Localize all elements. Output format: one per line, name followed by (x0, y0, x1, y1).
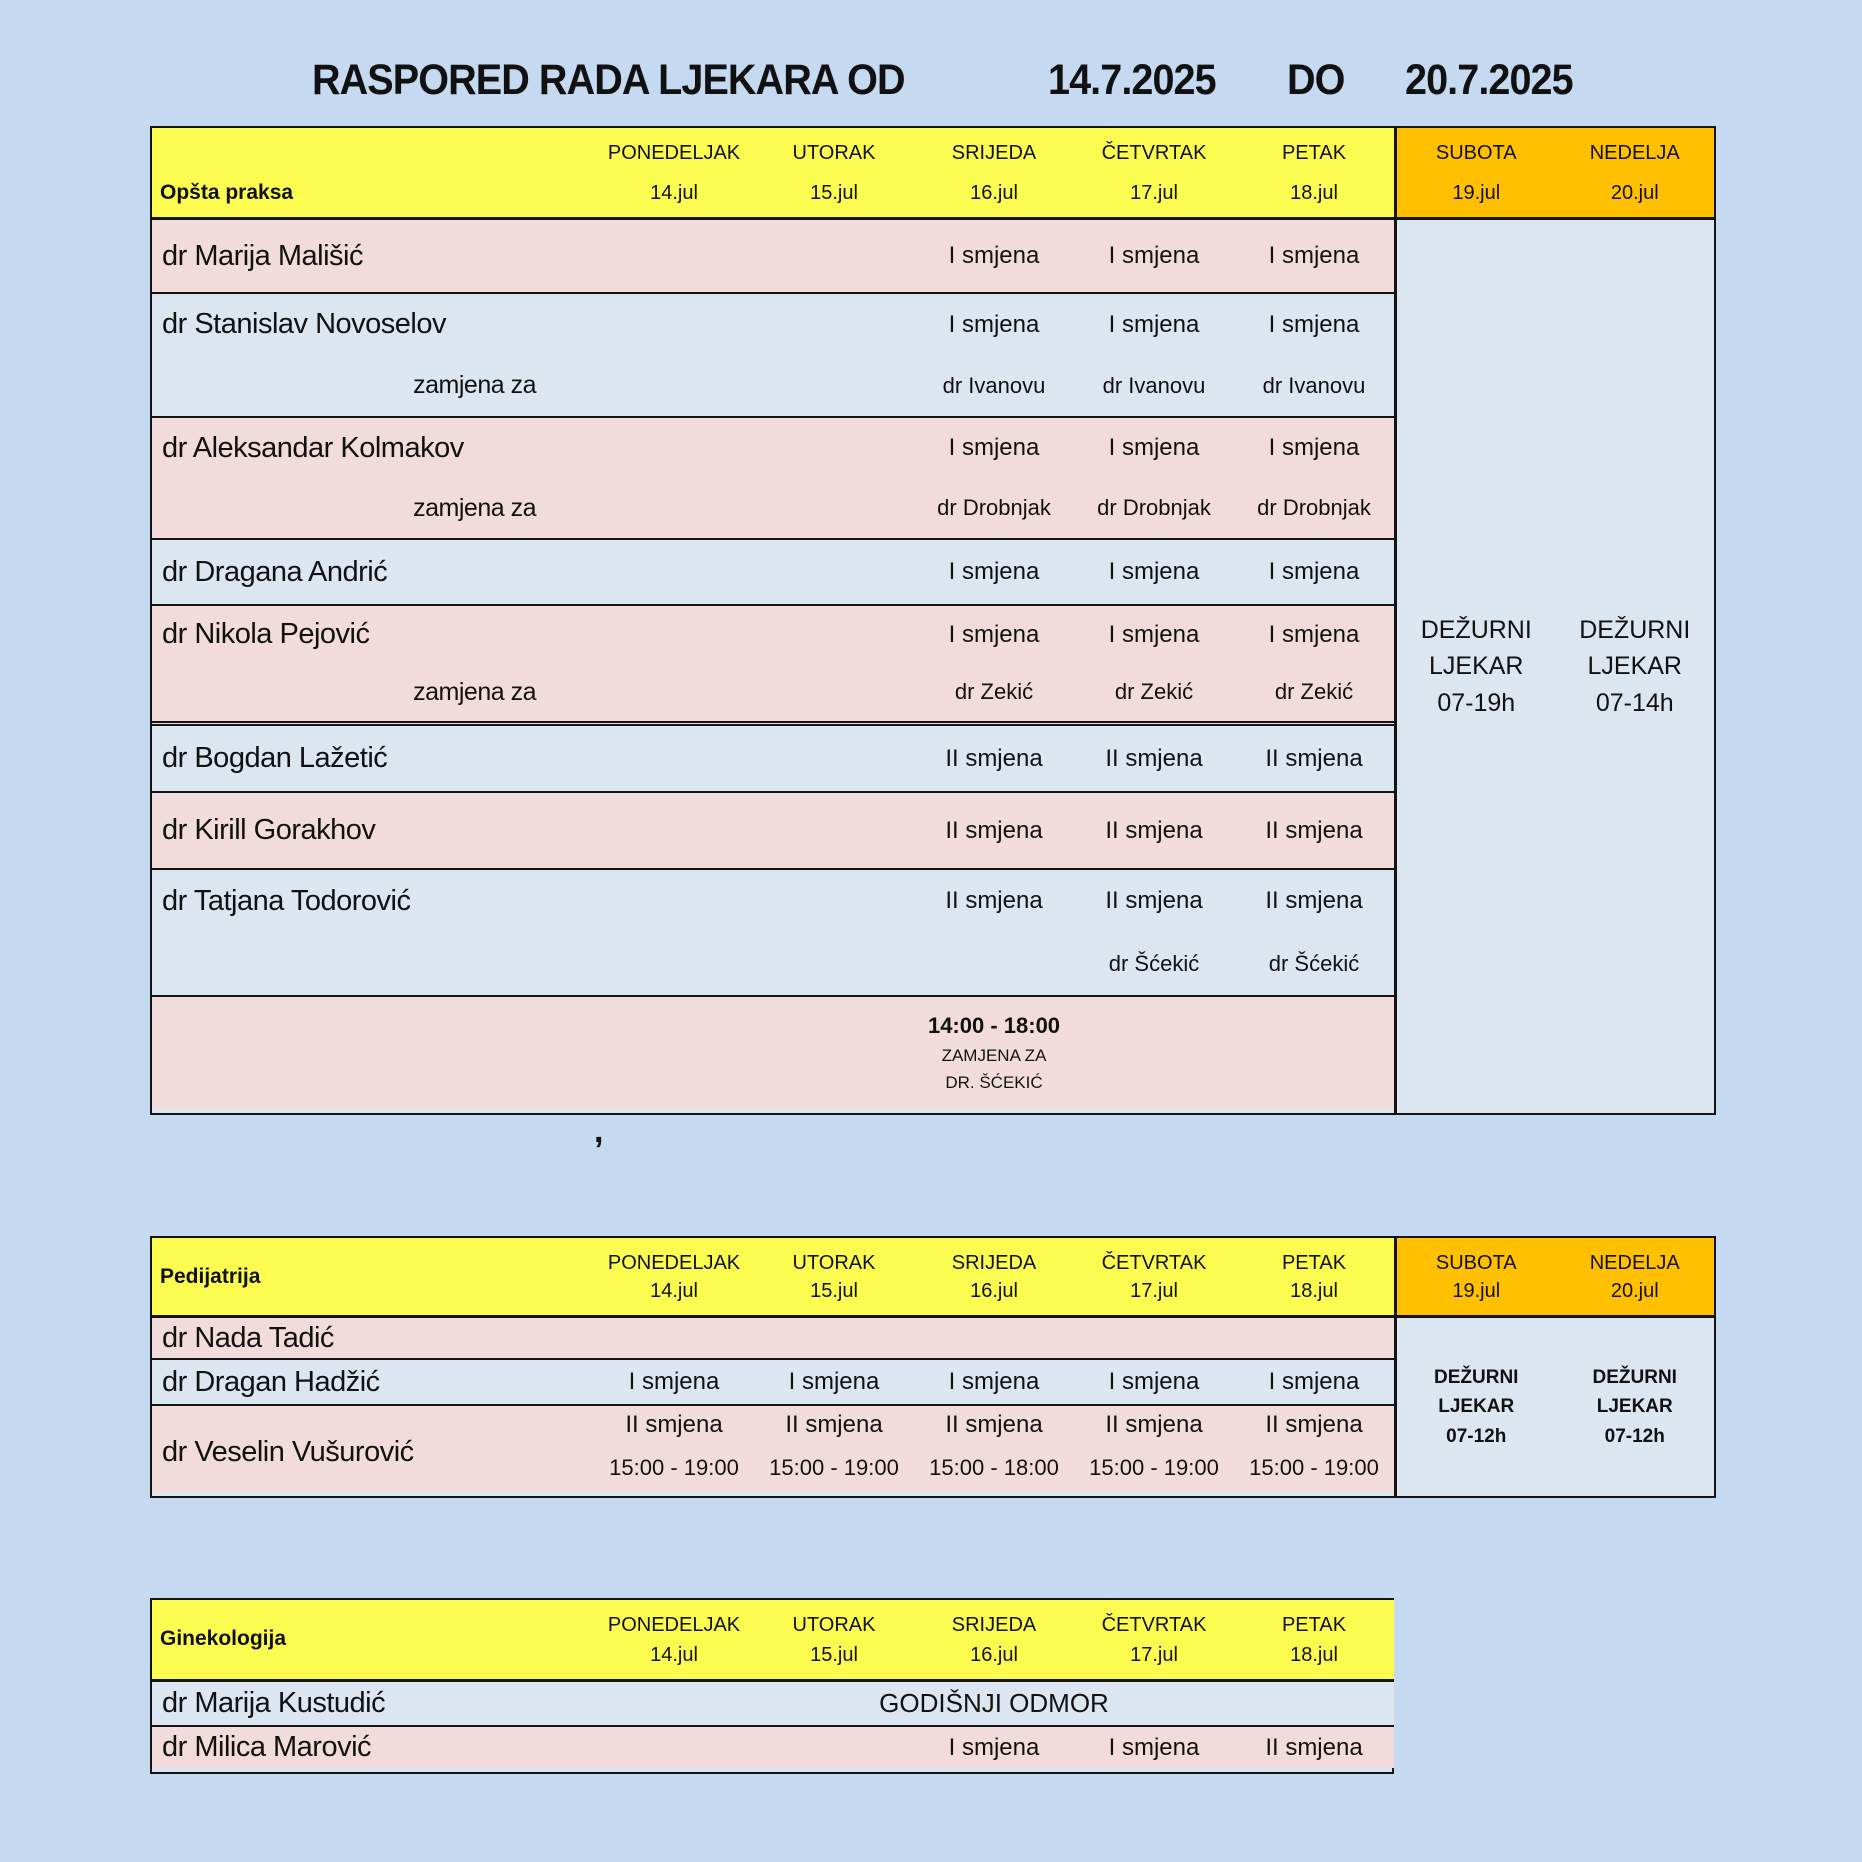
shift-cell: II smjena (945, 887, 1043, 915)
shift-cell: II smjena (945, 1410, 1043, 1438)
day-header (914, 128, 1074, 217)
table-row-note (152, 997, 1394, 1109)
day-date: 14.jul (650, 1644, 698, 1666)
table-row (152, 726, 1394, 793)
substitution-note (914, 1013, 1074, 1093)
shift-cell: II smjena (945, 744, 1043, 772)
table-row (152, 1406, 1394, 1492)
duty-line: LJEKAR (1429, 652, 1524, 681)
shift-cell: II smjena (945, 816, 1043, 844)
day-label: UTORAK (792, 1252, 876, 1274)
day-date: 16.jul (970, 182, 1018, 204)
day-header (1074, 1238, 1234, 1315)
shift-cell: I smjena (948, 310, 1040, 338)
table-pedijatrija (150, 1236, 1716, 1498)
day-header (594, 1238, 754, 1315)
shift-cell: I smjena (1108, 434, 1200, 461)
doctor-name: dr Nada Tadić (162, 1321, 334, 1354)
day-label: SRIJEDA (951, 1252, 1037, 1274)
doctor-name: dr Marija Kustudić (162, 1687, 386, 1719)
day-date: 15.jul (810, 1280, 858, 1302)
doctor-name: dr Dragana Andrić (162, 555, 388, 588)
weekend-duty-cell (1397, 220, 1714, 1113)
table-row (152, 1360, 1394, 1406)
weekend-duty-cell (1397, 1318, 1714, 1496)
table-row (152, 1727, 1394, 1768)
duty-line: LJEKAR (1587, 652, 1682, 681)
substitute-cell: dr Zekić (1274, 679, 1354, 705)
substitute-cell: dr Drobnjak (937, 495, 1051, 520)
date-from: 14.7.2025 (1048, 56, 1216, 104)
note-line: DR. ŠĆEKIĆ (945, 1073, 1043, 1092)
shift-cell: II smjena (1105, 816, 1203, 844)
section-label: Opšta praksa (160, 181, 294, 204)
shift-cell: II smjena (625, 1410, 723, 1438)
day-date: 15.jul (810, 182, 858, 204)
day-label: NEDELJA (1589, 1252, 1680, 1274)
day-date: 16.jul (970, 1644, 1018, 1666)
day-label: SRIJEDA (951, 142, 1037, 164)
note-line: ZAMJENA ZA (941, 1046, 1047, 1065)
day-header (1234, 1238, 1394, 1315)
table-row (152, 606, 1394, 726)
day-date: 14.jul (650, 182, 698, 204)
shift-cell: II smjena (1265, 1733, 1363, 1761)
shift-cell: I smjena (1108, 558, 1200, 585)
hours-cell: 15:00 - 19:00 (1089, 1454, 1219, 1480)
table-header (152, 128, 1394, 220)
day-date: 18.jul (1290, 1280, 1338, 1302)
duty-line: LJEKAR (1438, 1396, 1515, 1418)
duty-doctor-block (1397, 1363, 1556, 1451)
day-date: 17.jul (1130, 1280, 1178, 1302)
table-header (152, 1238, 1394, 1318)
day-date: 19.jul (1452, 1280, 1501, 1302)
day-date: 16.jul (970, 1280, 1018, 1302)
date-to: 20.7.2025 (1405, 56, 1573, 104)
shift-cell: I smjena (788, 1368, 880, 1395)
table-row (152, 1682, 1394, 1727)
table-row (152, 1318, 1394, 1360)
day-date: 14.jul (650, 1280, 698, 1302)
table-opsta-praksa (150, 126, 1716, 1115)
duty-hours: 07-12h (1604, 1425, 1665, 1447)
doctor-name: dr Kirill Gorakhov (162, 814, 376, 846)
day-header (754, 1238, 914, 1315)
day-header (754, 128, 914, 217)
shift-cell: II smjena (1265, 744, 1363, 772)
day-header (1234, 1600, 1394, 1679)
table-header (152, 1600, 1394, 1682)
day-date: 15.jul (810, 1644, 858, 1666)
doctor-name: dr Tatjana Todorović (162, 884, 411, 917)
shift-cell: I smjena (1108, 1368, 1200, 1395)
day-label: UTORAK (792, 1614, 876, 1636)
hours-cell: 15:00 - 19:00 (609, 1454, 739, 1480)
substitute-cell: dr Drobnjak (1257, 495, 1371, 520)
substitute-cell: dr Ivanovu (942, 372, 1046, 398)
day-date: 18.jul (1290, 182, 1338, 204)
table-row (152, 418, 1394, 540)
shift-cell: I smjena (948, 558, 1040, 585)
shift-cell: II smjena (1265, 816, 1363, 844)
day-header (594, 1600, 754, 1679)
duty-line: DEŽURNI (1579, 616, 1691, 645)
shift-cell: I smjena (1268, 434, 1360, 461)
day-date: 20.jul (1610, 182, 1659, 204)
day-header (594, 128, 754, 217)
page-title: RASPORED RADA LJEKARA OD (312, 56, 905, 104)
shift-cell: I smjena (1108, 1733, 1200, 1761)
shift-cell: I smjena (948, 434, 1040, 461)
stray-comma: , (594, 1112, 604, 1150)
day-label: PONEDELJAK (607, 142, 741, 164)
day-label: PETAK (1281, 142, 1347, 164)
table-row (152, 294, 1394, 418)
substitute-label: zamjena za (413, 371, 536, 399)
shift-cell: II smjena (1265, 1410, 1363, 1438)
shift-cell: II smjena (1105, 887, 1203, 915)
day-label: ČETVRTAK (1101, 1252, 1207, 1274)
weekday-section (152, 1238, 1394, 1496)
day-date: 19.jul (1452, 182, 1501, 204)
substitute-cell: dr Drobnjak (1097, 495, 1211, 520)
section-label: Pedijatrija (160, 1265, 261, 1288)
table-ginekologija (150, 1598, 1394, 1774)
table-row (152, 220, 1394, 294)
shift-cell: I smjena (1268, 620, 1360, 648)
shift-cell: II smjena (785, 1410, 883, 1438)
day-header (1397, 1238, 1556, 1315)
day-header (1397, 128, 1556, 217)
doctor-name: dr Dragan Hadžić (162, 1365, 380, 1398)
doctor-name: dr Milica Marović (162, 1731, 372, 1763)
shift-cell: I smjena (948, 1368, 1040, 1395)
duty-line: DEŽURNI (1420, 616, 1532, 645)
hours-cell: 15:00 - 19:00 (1249, 1454, 1379, 1480)
shift-cell: II smjena (1105, 1410, 1203, 1438)
doctor-name: dr Aleksandar Kolmakov (162, 431, 464, 464)
duty-doctor-block (1397, 612, 1556, 721)
substitute-cell: dr Zekić (954, 679, 1034, 705)
weekend-header (1397, 128, 1714, 220)
doctor-name: dr Bogdan Lažetić (162, 742, 388, 774)
shift-cell: I smjena (948, 242, 1040, 269)
substitute-cell: dr Šćekić (1268, 950, 1360, 976)
day-label: SRIJEDA (951, 1614, 1037, 1636)
day-label: ČETVRTAK (1101, 1614, 1207, 1636)
shift-cell: I smjena (1108, 310, 1200, 338)
table-row (152, 870, 1394, 997)
weekend-section (1394, 128, 1714, 1113)
section-label: Ginekologija (160, 1627, 287, 1650)
substitute-cell: dr Ivanovu (1102, 372, 1206, 398)
hours-cell: 15:00 - 19:00 (769, 1454, 899, 1480)
vacation-note: GODIŠNJI ODMOR (879, 1688, 1109, 1718)
table-row (152, 540, 1394, 606)
day-label: SUBOTA (1435, 142, 1517, 164)
weekday-section (152, 1600, 1394, 1772)
table-body (152, 220, 1394, 1113)
shift-cell: I smjena (1108, 620, 1200, 648)
shift-cell: I smjena (1268, 242, 1360, 269)
weekend-header (1397, 1238, 1714, 1318)
day-date: 18.jul (1290, 1644, 1338, 1666)
duty-hours: 07-19h (1437, 688, 1516, 717)
day-label: PETAK (1281, 1614, 1347, 1636)
day-header (1074, 1600, 1234, 1679)
duty-doctor-block (1556, 1363, 1715, 1451)
shift-cell: I smjena (1108, 242, 1200, 269)
date-do-label: DO (1287, 56, 1345, 104)
duty-hours: 07-14h (1595, 688, 1674, 717)
shift-cell: I smjena (948, 620, 1040, 648)
day-label: PETAK (1281, 1252, 1347, 1274)
duty-line: LJEKAR (1596, 1396, 1673, 1418)
substitute-label: zamjena za (413, 677, 536, 706)
day-date: 20.jul (1610, 1280, 1659, 1302)
day-header (1234, 128, 1394, 217)
duty-hours: 07-12h (1446, 1425, 1507, 1447)
day-header (1556, 128, 1715, 217)
shift-cell: I smjena (628, 1368, 720, 1395)
doctor-name: dr Nikola Pejović (162, 618, 370, 651)
day-label: SUBOTA (1435, 1252, 1517, 1274)
day-header (1074, 128, 1234, 217)
shift-cell: I smjena (1268, 1368, 1360, 1395)
hours-cell: 15:00 - 18:00 (929, 1454, 1059, 1480)
substitute-label: zamjena za (413, 493, 536, 522)
day-label: UTORAK (792, 142, 876, 164)
day-label: NEDELJA (1589, 142, 1680, 164)
table-body (152, 1318, 1394, 1496)
shift-cell: I smjena (948, 1733, 1040, 1761)
weekday-section (152, 128, 1394, 1113)
note-time: 14:00 - 18:00 (927, 1013, 1061, 1038)
substitute-cell: dr Zekić (1114, 679, 1194, 705)
shift-cell: I smjena (1268, 558, 1360, 585)
day-label: PONEDELJAK (607, 1252, 741, 1274)
doctor-name: dr Stanislav Novoselov (162, 308, 446, 340)
day-date: 17.jul (1130, 182, 1178, 204)
substitute-cell: dr Ivanovu (1262, 372, 1366, 398)
substitute-cell: dr Šćekić (1108, 950, 1200, 976)
weekend-section (1394, 1238, 1714, 1496)
day-label: PONEDELJAK (607, 1614, 741, 1636)
table-body (152, 1682, 1394, 1772)
duty-doctor-block (1556, 612, 1715, 721)
table-row (152, 793, 1394, 870)
doctor-name: dr Marija Mališić (162, 239, 363, 272)
day-header (914, 1238, 1074, 1315)
shift-cell: I smjena (1268, 310, 1360, 338)
day-header (914, 1600, 1074, 1679)
doctor-name: dr Veselin Vušurović (162, 1436, 414, 1469)
day-header (1556, 1238, 1715, 1315)
duty-line: DEŽURNI (1592, 1366, 1677, 1388)
duty-line: DEŽURNI (1434, 1366, 1519, 1388)
shift-cell: II smjena (1265, 887, 1363, 915)
day-header (754, 1600, 914, 1679)
day-label: ČETVRTAK (1101, 142, 1207, 164)
shift-cell: II smjena (1105, 744, 1203, 772)
day-date: 17.jul (1130, 1644, 1178, 1666)
